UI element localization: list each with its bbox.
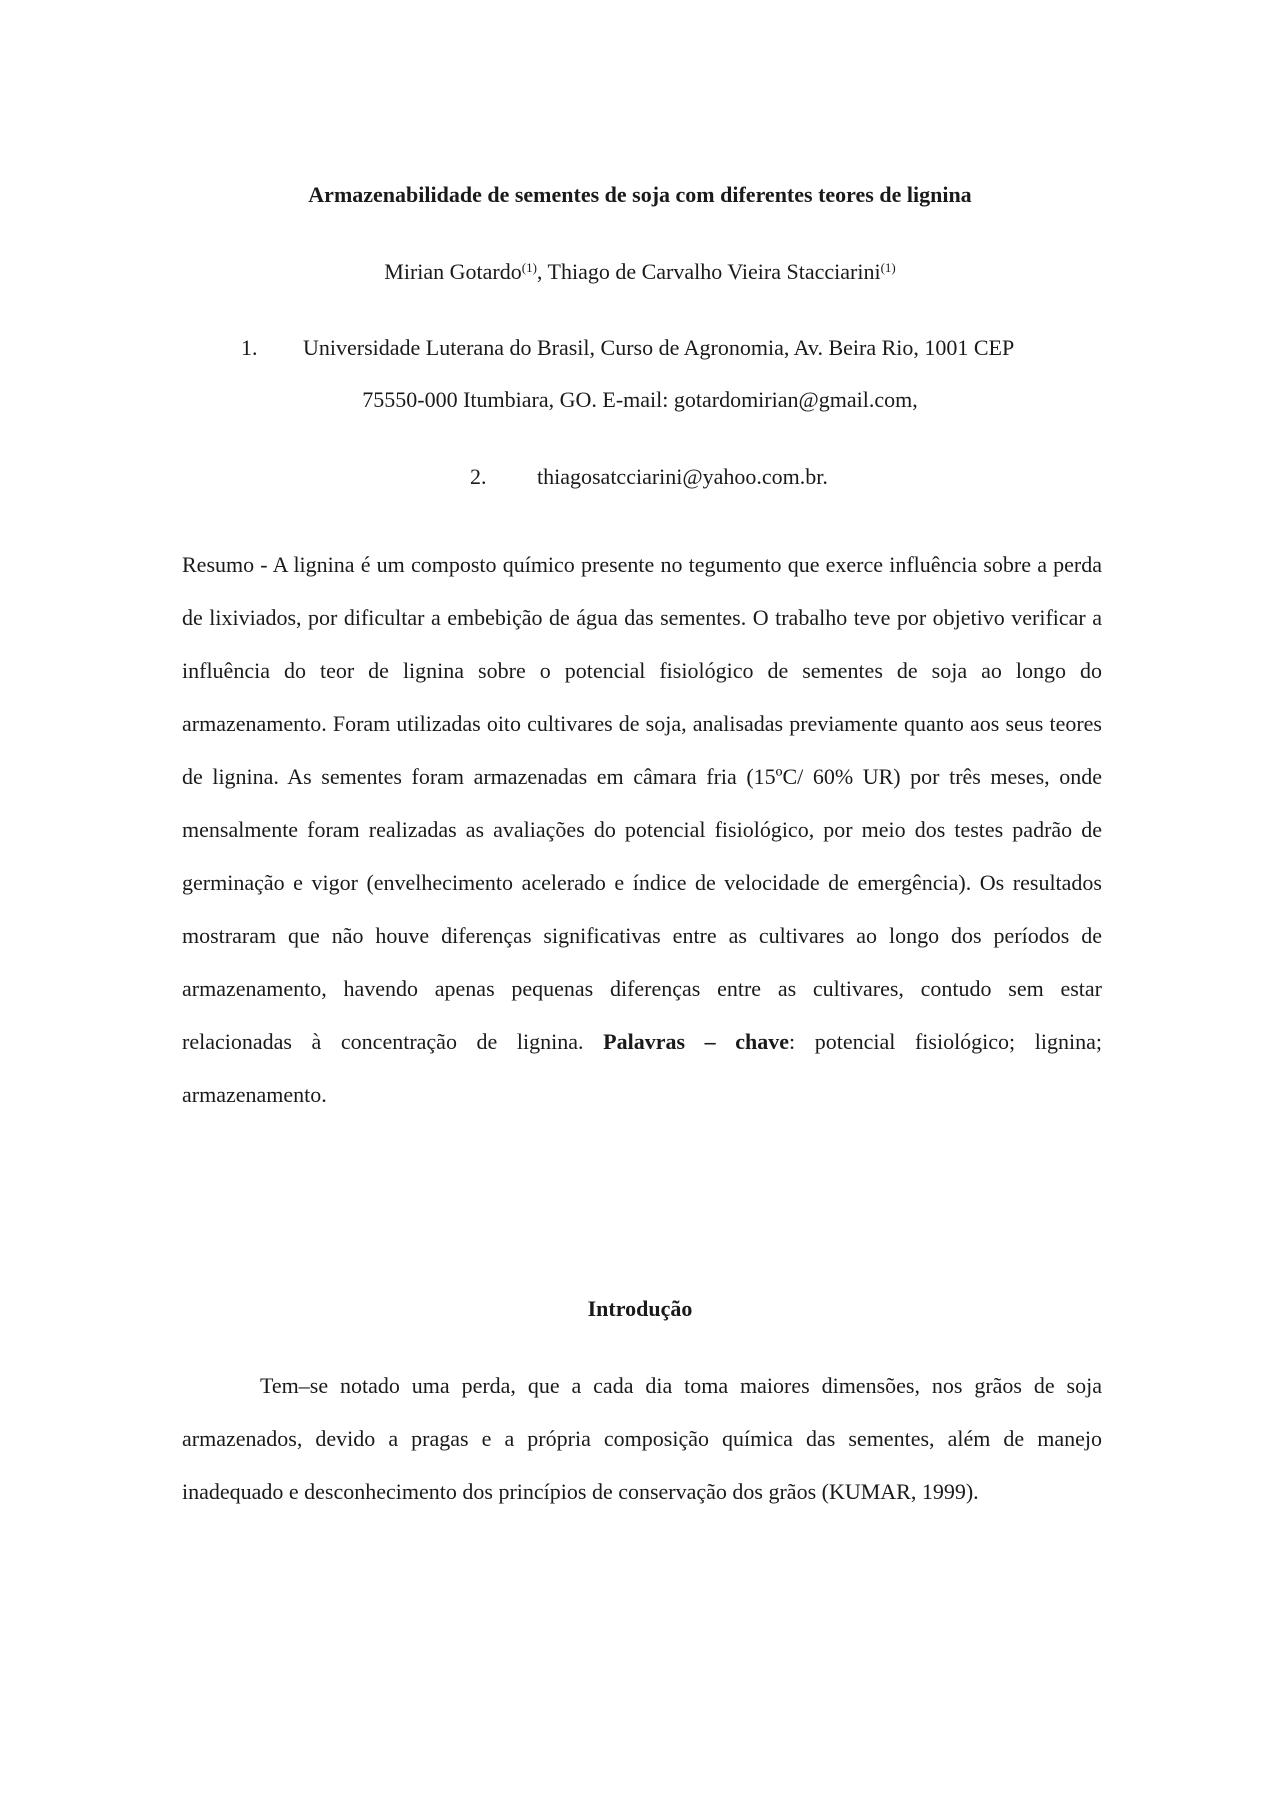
author-name: Mirian Gotardo [384, 259, 522, 284]
introduction-paragraph: Tem–se notado uma perda, que a cada dia toma maiores dimensões, nos grãos de soja armazenados, devido a pragas e a própria composição química das sementes, além de manejo inadequado e desconhecimento dos princípios de conservação dos grãos (KUMAR, 1999). [182, 1373, 1102, 1504]
affiliation-number: 1. [241, 335, 258, 360]
abstract-paragraph [182, 538, 1102, 1121]
keywords-separator: : [789, 1029, 815, 1054]
keywords-list: potencial fisiológico; lignina; armazenamento. [182, 1029, 1102, 1107]
author-affiliation-mark: (1) [521, 260, 537, 275]
author-affiliation-mark: (1) [880, 260, 896, 275]
paper-title: Armazenabilidade de sementes de soja com diferentes teores de lignina [308, 182, 972, 207]
affiliation-email: thiagosatcciarini@yahoo.com.br. [537, 464, 828, 489]
abstract-text: Resumo - A lignina é um composto químico presente no tegumento que exerce influência sobre a perda de lixiviados, por dificultar a embebição de água das sementes. O trabalho teve por objetivo verificar a influência do teor de lignina sobre o potencial fisiológico de sementes de soja ao longo do armazenamento. Foram utilizadas oito cultivares de soja, analisadas previamente quanto aos seus teores de lignina. As sementes foram armazenadas em câmara fria (15ºC/ 60% UR) por três meses, onde mensalmente foram realizadas as avaliações do potencial fisiológico, por meio dos testes padrão de germinação e vigor (envelhecimento acelerado e índice de velocidade de emergência). Os resultados mostraram que não houve diferenças significativas entre as cultivares ao longo dos períodos de armazenamento, havendo apenas pequenas diferenças entre as cultivares, contudo sem estar relacionadas à concentração de lignina. [182, 552, 1102, 1054]
author-name: Thiago de Carvalho Vieira Stacciarini [547, 259, 881, 284]
section-heading-introduction: Introdução [587, 1296, 693, 1321]
keywords-label: Palavras – chave [603, 1029, 789, 1054]
affiliation-text: Universidade Luterana do Brasil, Curso de Agronomia, Av. Beira Rio, 1001 CEP [303, 335, 1015, 360]
affiliation-1-continuation: 75550-000 Itumbiara, GO. E-mail: gotardomirian@gmail.com, [362, 387, 918, 412]
author-separator: , [536, 259, 548, 284]
author-line [0, 257, 1280, 287]
affiliation-number: 2. [470, 464, 487, 489]
